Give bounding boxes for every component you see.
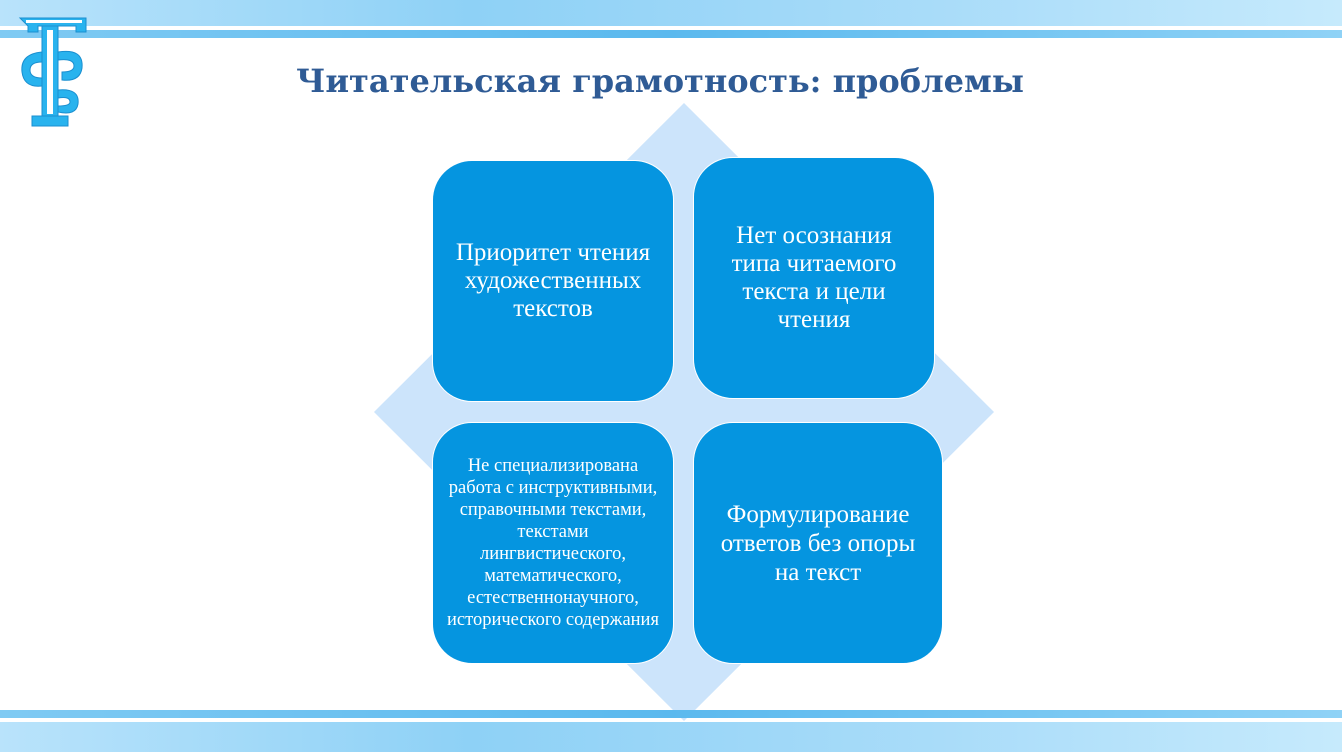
top-decor-line bbox=[0, 30, 1342, 38]
problem-box-2-text: Нет осознания типа читаемого текста и цели чтения bbox=[731, 222, 897, 333]
top-decor-band bbox=[0, 0, 1342, 26]
bottom-decor-band bbox=[0, 722, 1342, 752]
problem-box-4-text: Формулирование ответов без опоры на текст bbox=[720, 500, 916, 586]
slide-title: Читательская грамотность: проблемы bbox=[296, 62, 1024, 100]
problem-box-1 bbox=[432, 160, 674, 402]
problem-box-4 bbox=[693, 422, 943, 664]
problem-box-2 bbox=[693, 157, 935, 399]
logo-icon bbox=[14, 12, 92, 130]
problem-box-3-text: Не специализирована работа с инструктивными, справочными текстами, текстами лингвистического, математического, естественнонаучного, исторического содержания bbox=[447, 456, 659, 630]
problem-box-1-text: Приоритет чтения художественных текстов bbox=[455, 239, 651, 322]
problem-box-3 bbox=[432, 422, 674, 664]
bottom-decor-line bbox=[0, 710, 1342, 718]
